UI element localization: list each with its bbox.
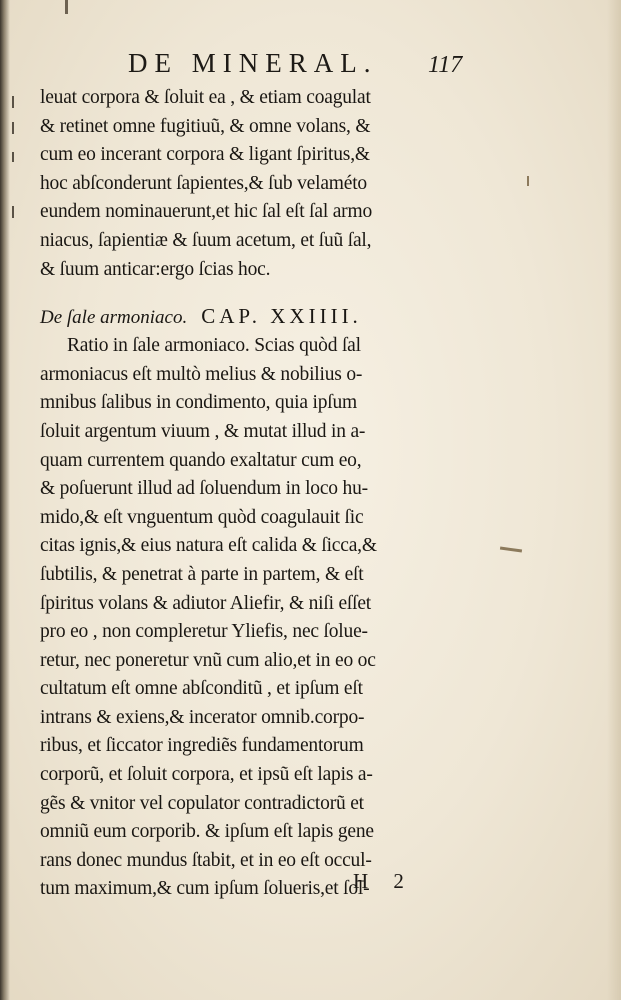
text-line: cultatum eſt omne abſconditũ , et ipſum eſt [40,678,363,700]
text-line: niacus, ſapientiæ & ſuum acetum, et ſuũ ſal, [40,229,372,251]
text-line: eundem nominauerunt,et hic ſal eſt ſal armo [40,201,372,223]
text-line: ſoluit argentum viuum , & mutat illud in a- [40,420,366,442]
text-line: omniũ eum corporib. & ipſum eſt lapis gene [40,821,374,843]
signature-mark: H 2 [353,869,414,893]
text-line: corporũ, et ſoluit corpora, et ipsũ eſt lapis a- [40,764,373,786]
chapter-paragraph [40,332,464,904]
text-line: gẽs & vnitor vel copulator contradictorũ et [40,792,364,814]
running-head-title: DE MINERAL. [128,48,378,78]
text-line: & poſuerunt illud ad ſoluendum in loco hu- [40,478,368,500]
text-line: quam currentem quando exaltatur cum eo, [40,449,362,471]
paper-stain [500,546,522,552]
margin-mark [12,152,14,162]
text-line: leuat corpora & ſoluit ea , & etiam coagulat [40,87,371,108]
text-line: ſubtilis, & penetrat à parte in partem, & eſt [40,563,364,585]
paragraph-continued [40,84,464,284]
text-line: tum maximum,& cum ipſum ſolueris,et ſol- [40,878,370,900]
chapter-title: De ſale armoniaco. [40,307,188,329]
margin-mark [12,122,14,134]
text-line: rans donec mundus ſtabit, et in eo eſt occul- [40,849,372,871]
paper-stain [527,176,529,186]
chapter-heading [40,300,464,332]
text-line: ſpiritus volans & adiutor Aliefir, & niſi eſſet [40,592,372,614]
text-line: citas ignis,& eius natura eſt calida & ſicca,& [40,535,377,557]
ink-blot [65,0,68,14]
text-line: ribus, et ſiccator ingrediẽs fundamentorum [40,735,364,757]
text-line: cum eo incerant corpora & ligant ſpiritus,& [40,144,370,166]
main-text-block [40,84,464,904]
text-line: mnibus ſalibus in condimento, quia ipſum [40,392,357,414]
chapter-number: CAP. XXIIII. [201,304,362,329]
paragraph-gap [40,284,464,300]
margin-mark [12,206,14,218]
text-line: & ſuum anticar:ergo ſcias hoc. [40,258,271,280]
text-line: mido,& eſt vnguentum quòd coagulauit ſic [40,506,364,528]
text-line: Ratio in ſale armoniaco. Scias quòd ſal [67,335,361,357]
text-line: hoc abſconderunt ſapientes,& ſub velaméto [40,172,367,194]
page-number: 117 [428,52,463,78]
text-line: pro eo , non compleretur Yliefis, nec ſolue- [40,621,368,643]
margin-mark [12,96,14,108]
text-line: intrans & exiens,& incerator omnib.corpo- [40,706,365,728]
text-line: & retinet omne fugitiuũ, & omne volans, & [40,115,371,137]
text-line: armoniacus eſt multò melius & nobilius o- [40,363,363,385]
text-line: retur, nec poneretur vnũ cum alio,et in eo oc [40,649,376,671]
